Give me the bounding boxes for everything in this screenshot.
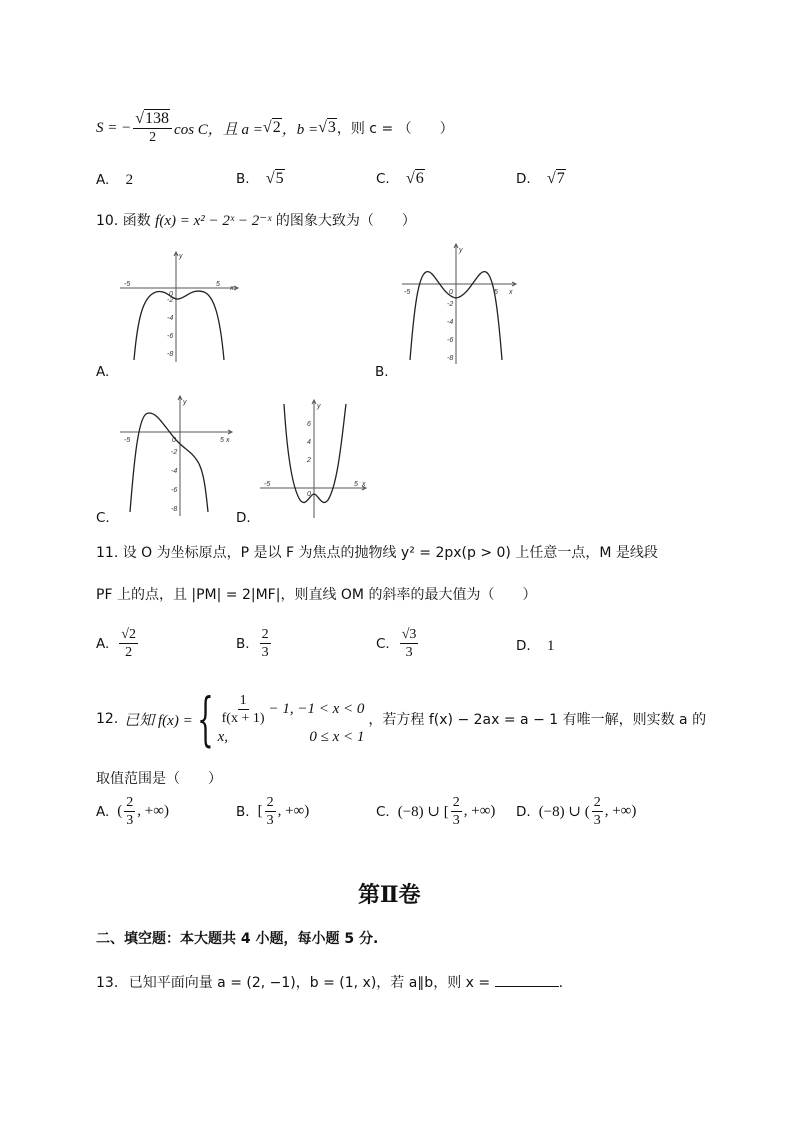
q13-answer-blank[interactable]: [495, 972, 559, 987]
q9-option-c[interactable]: C. √6: [376, 170, 424, 187]
svg-text:-6: -6: [171, 487, 178, 494]
svg-text:-8: -8: [167, 351, 174, 358]
svg-text:4: 4: [307, 439, 311, 446]
q12-option-a[interactable]: A. ( $\frac{2}{3}$ , +∞): [96, 795, 169, 828]
q9-option-b[interactable]: B. √5: [236, 170, 284, 187]
q9-stem: [96, 106, 454, 150]
svg-text:-5: -5: [404, 289, 411, 296]
svg-text:x: x: [362, 481, 366, 488]
svg-text:0: 0: [169, 291, 173, 298]
q9-option-a[interactable]: A. 2: [96, 172, 134, 188]
q9-option-d[interactable]: D. √7: [516, 170, 565, 187]
q10-graph-c: [116, 392, 238, 518]
svg-text:5: 5: [216, 281, 220, 288]
q13-stem: 13. 已知平面向量 a = (2, −1)，b = (1, x)，若 a∥b，则 x = .: [96, 972, 563, 992]
svg-text:0: 0: [307, 491, 311, 498]
q10-label-b[interactable]: B.: [375, 364, 389, 380]
svg-text:-5: -5: [124, 437, 131, 444]
q12-brace: {: [196, 685, 214, 753]
q11-option-c[interactable]: C. $\frac{√3}{3}$: [376, 627, 417, 660]
q11-option-b[interactable]: B. $\frac{2}{3}$: [236, 627, 269, 660]
q12-option-c[interactable]: C. (−8) ∪ [ $\frac{2}{3}$ , +∞): [376, 795, 496, 828]
q10-graph-d: [256, 396, 370, 520]
svg-text:0: 0: [172, 437, 176, 444]
q9-frac-num: 138: [145, 110, 170, 127]
q9-tail: ，则 c = （ ）: [336, 121, 454, 137]
svg-text:y: y: [317, 403, 321, 410]
axis-y-label: y: [179, 253, 183, 260]
section-heading: 二、填空题：本大题共 4 小题，每小题 5 分.: [96, 931, 379, 947]
svg-text:-5: -5: [124, 281, 131, 288]
svg-text:y: y: [183, 399, 187, 406]
q11-line1: 11. 设 O 为坐标原点，P 是以 F 为焦点的抛物线 y² = 2px(p > 0) 上任意一点，M 是线段: [96, 545, 658, 561]
svg-text:2: 2: [307, 457, 311, 464]
svg-text:x: x: [509, 289, 513, 296]
svg-text:-4: -4: [171, 468, 178, 475]
svg-text:-8: -8: [447, 355, 454, 362]
svg-text:y: y: [459, 247, 463, 254]
q10-stem: 10. 函数 f(x) = x² − 2ˣ − 2⁻ˣ 的图象大致为（ ）: [96, 213, 416, 229]
svg-text:-2: -2: [447, 301, 454, 308]
svg-text:-6: -6: [167, 333, 174, 340]
svg-text:6: 6: [307, 421, 311, 428]
q12-option-b[interactable]: B. [ $\frac{2}{3}$ , +∞): [236, 795, 310, 828]
svg-text:-2: -2: [167, 297, 174, 304]
q12-option-d[interactable]: D. (−8) ∪ ( $\frac{2}{3}$ , +∞): [516, 795, 637, 828]
q9-a-value: √2: [262, 119, 281, 136]
svg-text:5: 5: [354, 481, 358, 488]
q10-label-a[interactable]: A.: [96, 364, 110, 380]
svg-text:-4: -4: [167, 315, 174, 322]
q11-option-a[interactable]: A. $\frac{√2}{2}$: [96, 627, 136, 660]
svg-text:-2: -2: [171, 449, 178, 456]
q9-b-pre: ，b =: [281, 121, 319, 138]
q9-frac-den: 2: [149, 130, 157, 145]
svg-text:-8: -8: [171, 506, 178, 513]
q9-b-value: √3: [318, 119, 336, 136]
q11-option-d[interactable]: D. 1: [516, 638, 555, 654]
svg-text:5: 5: [494, 289, 498, 296]
axis-x-label: x: [230, 285, 234, 292]
q10-label-d[interactable]: D.: [236, 510, 251, 526]
q12-stem: 12. 已知 f(x) = { $\frac{1}{f(x + 1)}$ − 1, −1 < x < 0 x, 0 ≤ x < 1 ，若方程 f(x) − 2ax = a − 1 有唯一解，则实数 a 的: [96, 685, 707, 753]
svg-text:-4: -4: [447, 319, 454, 326]
q10-formula: f(x) = x² − 2ˣ − 2⁻ˣ: [155, 213, 272, 229]
svg-text:5: 5: [220, 437, 224, 444]
q10-graph-b: [398, 240, 520, 366]
q10-graph-a: [116, 244, 244, 364]
svg-text:-6: -6: [447, 337, 454, 344]
section-title: 第Ⅱ卷: [358, 882, 421, 908]
q11-line2: PF 上的点，且 |PM| = 2|MF|，则直线 OM 的斜率的最大值为（ ）: [96, 587, 537, 603]
q9-expr-mid: cos C，且 a =: [174, 121, 263, 138]
svg-text:x: x: [226, 437, 230, 444]
q10-label-c[interactable]: C.: [96, 510, 110, 526]
q9-fraction: $\frac{√138}{2}$: [133, 110, 172, 146]
svg-text:-5: -5: [264, 481, 271, 488]
q12-line2: 取值范围是（ ）: [96, 771, 222, 787]
svg-text:0: 0: [449, 289, 453, 296]
q12-cases: $\frac{1}{f(x + 1)}$ − 1, −1 < x < 0 x, 0 ≤ x < 1: [217, 693, 365, 745]
q9-expr-pre: S = −: [96, 119, 132, 136]
